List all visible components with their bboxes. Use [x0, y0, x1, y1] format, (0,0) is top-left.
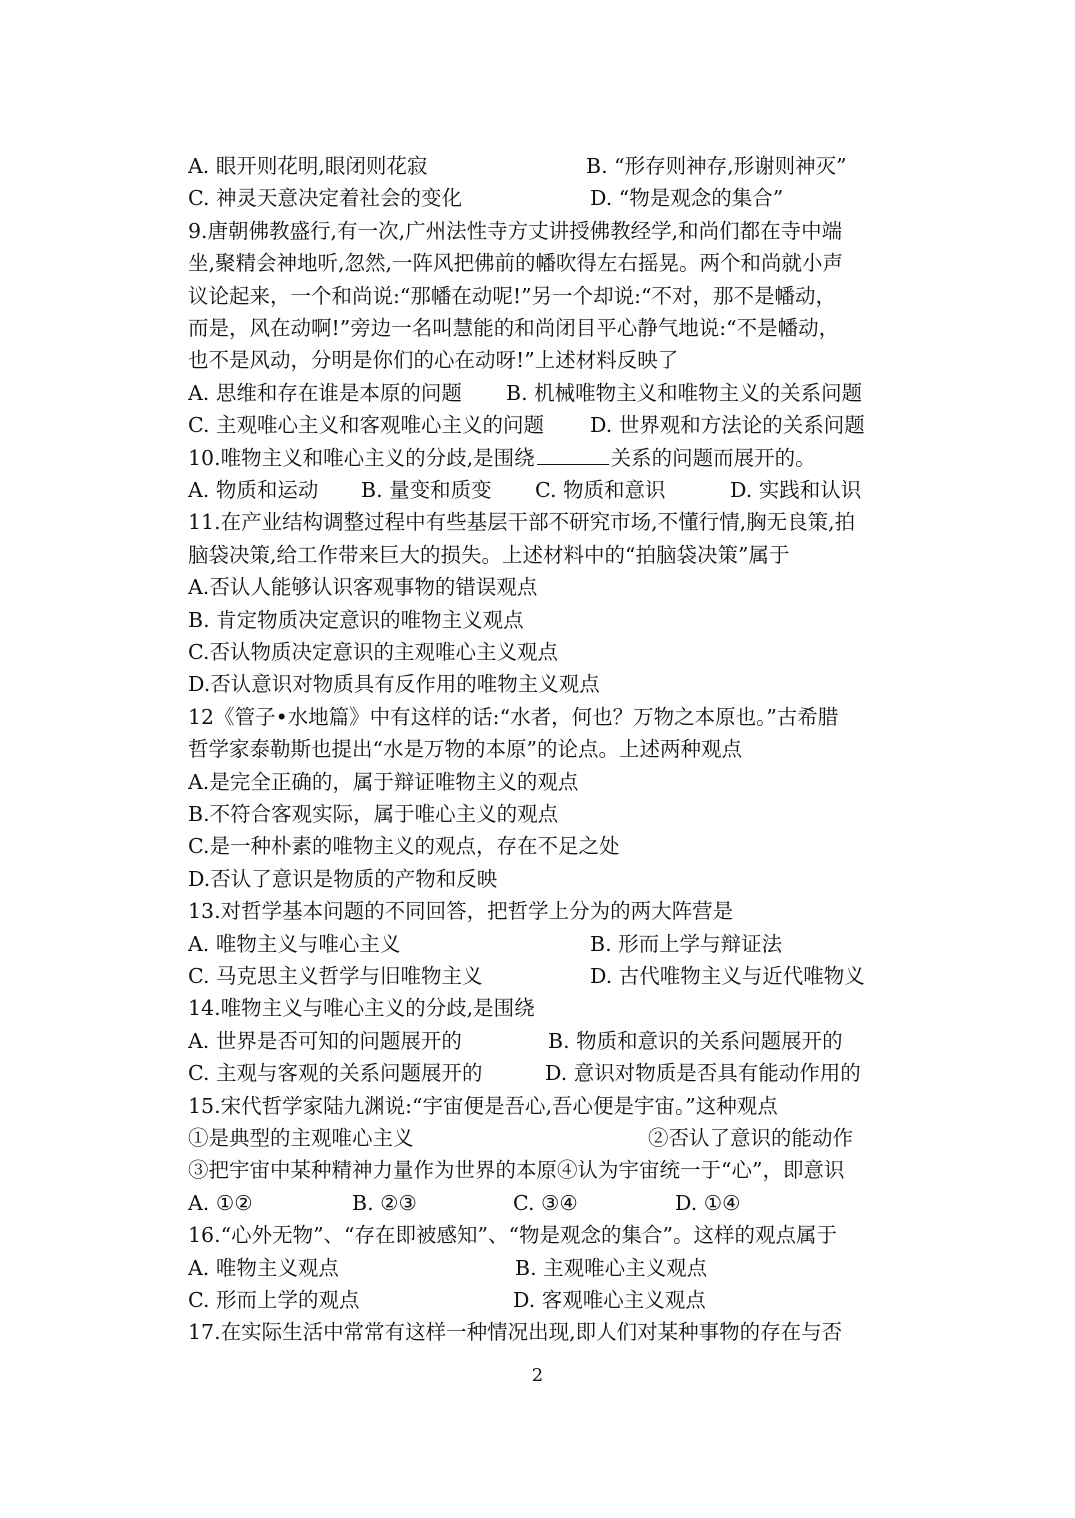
q15-statement-1: ①是典型的主观唯心主义 [188, 1126, 414, 1150]
q9-text: 坐,聚精会神地听,忽然,一阵风把佛前的幡吹得左右摇晃。两个和尚就小声 [188, 251, 844, 276]
q15-option-b: B. ②③ [352, 1190, 417, 1215]
q8-option-row-1 [188, 150, 908, 182]
q13-option-a: A. 唯物主义与唯心主义 [188, 931, 401, 956]
q8-option-a: A. 眼开则花明,眼闭则花寂 [188, 154, 428, 178]
q14-option-row-1 [188, 1025, 908, 1057]
q11-text: 脑袋决策,给工作带来巨大的损失。上述材料中的“拍脑袋决策”属于 [188, 542, 790, 567]
q13-stem [188, 895, 908, 927]
q14-option-row-2 [188, 1057, 908, 1089]
q11-text: 11.在产业结构调整过程中有些基层干部不研究市场,不懂行情,胸无良策,拍 [188, 510, 856, 535]
q17-text: 17.在实际生活中常常有这样一种情况出现,即人们对某种事物的存在与否 [188, 1320, 843, 1345]
q15-option-row [188, 1187, 908, 1219]
q9-text: 议论起来，一个和尚说:“那幡在动呢!”另一个却说:“不对，那不是幡动， [188, 283, 836, 308]
q9-text: 9.唐朝佛教盛行,有一次,广州法性寺方丈讲授佛教经学,和尚们都在寺中端 [188, 218, 843, 243]
q12-option-b-text: B.不符合客观实际，属于唯心主义的观点 [188, 802, 559, 826]
q14-option-d: D. 意识对物质是否具有能动作用的 [545, 1061, 861, 1086]
q16-text: 16.“心外无物”、“存在即被感知”、“物是观念的集合”。这样的观点属于 [188, 1223, 837, 1248]
q15-option-d: D. ①④ [675, 1190, 741, 1215]
q15-statements-row-1 [188, 1122, 908, 1154]
q15-option-a: A. ①② [188, 1190, 253, 1215]
q9-stem-line [188, 312, 908, 344]
q11-stem-line [188, 539, 908, 571]
q11-option-b [188, 604, 908, 636]
q8-option-d: D. “物是观念的集合” [590, 186, 784, 211]
q13-option-c: C. 马克思主义哲学与旧唯物主义 [188, 964, 483, 988]
q10-option-d: D. 实践和认识 [730, 478, 862, 502]
q12-option-b [188, 798, 908, 830]
q11-option-a-text: A.否认人能够认识客观事物的错误观点 [188, 575, 538, 600]
q14-option-c: C. 主观与客观的关系问题展开的 [188, 1061, 483, 1086]
q12-stem-line [188, 733, 908, 765]
q16-option-b: B. 主观唯心主义观点 [515, 1255, 708, 1280]
q15-statements-row-2 [188, 1154, 908, 1186]
q9-stem-line [188, 280, 908, 312]
q9-stem-line [188, 215, 908, 247]
q9-option-c: C. 主观唯心主义和客观唯心主义的问题 [188, 413, 544, 438]
q9-option-d: D. 世界观和方法论的关系问题 [590, 413, 865, 438]
q11-option-b-text: B. 肯定物质决定意识的唯物主义观点 [188, 607, 524, 632]
q9-option-row-1 [188, 377, 908, 409]
q9-stem-line [188, 247, 908, 279]
q10-stem-before: 10.唯物主义和唯心主义的分歧,是围绕 [188, 445, 535, 470]
q10-option-b: B. 量变和质变 [361, 478, 492, 502]
q15-statement-2: ②否认了意识的能动作 [648, 1126, 853, 1150]
q16-option-row-2 [188, 1284, 908, 1316]
q8-option-c: C. 神灵天意决定着社会的变化 [188, 186, 462, 211]
q13-option-b: B. 形而上学与辩证法 [590, 931, 783, 956]
q9-stem-line [188, 344, 908, 376]
q13-option-row-2 [188, 960, 908, 992]
q15-stem [188, 1090, 908, 1122]
q8-option-b: B. “形存则神存,形谢则神灭” [586, 154, 847, 178]
q10-option-c: C. 物质和意识 [535, 478, 666, 502]
q9-text: 也不是风动，分明是你们的心在动呀!”上述材料反映了 [188, 348, 679, 373]
q11-stem-line [188, 506, 908, 538]
q12-text: 哲学家泰勒斯也提出“水是万物的本原”的论点。上述两种观点 [188, 737, 742, 762]
q11-option-c [188, 636, 908, 668]
q15-text: 15.宋代哲学家陆九渊说:“宇宙便是吾心,吾心便是宇宙。”这种观点 [188, 1093, 778, 1118]
q16-stem [188, 1219, 908, 1251]
q11-option-d-text: D.否认意识对物质具有反作用的唯物主义观点 [188, 672, 600, 697]
q10-option-row [188, 474, 908, 506]
q11-option-c-text: C.否认物质决定意识的主观唯心主义观点 [188, 640, 558, 664]
q12-option-d-text: D.否认了意识是物质的产物和反映 [188, 866, 498, 891]
q12-option-c [188, 830, 908, 862]
q13-option-d: D. 古代唯物主义与近代唯物义 [590, 964, 865, 988]
q10-stem [188, 442, 908, 474]
q16-option-c: C. 形而上学的观点 [188, 1288, 360, 1312]
q15-option-c: C. ③④ [513, 1190, 578, 1215]
q16-option-d: D. 客观唯心主义观点 [513, 1288, 706, 1312]
q12-option-a [188, 766, 908, 798]
q10-option-a: A. 物质和运动 [188, 478, 319, 502]
q14-option-b: B. 物质和意识的关系问题展开的 [548, 1028, 843, 1053]
q13-option-row-1 [188, 928, 908, 960]
page-number: 2 [531, 1365, 544, 1386]
q16-option-row-1 [188, 1252, 908, 1284]
q12-option-d [188, 863, 908, 895]
q14-stem [188, 992, 908, 1024]
q12-option-c-text: C.是一种朴素的唯物主义的观点，存在不足之处 [188, 834, 620, 859]
q9-option-a: A. 思维和存在谁是本原的问题 [188, 380, 462, 405]
q14-option-a: A. 世界是否可知的问题展开的 [188, 1028, 462, 1053]
q12-text: 12《管子•水地篇》中有这样的话:“水者，何也？万物之本原也。”古希腊 [188, 704, 839, 729]
q15-statement-3-4: ③把宇宙中某种精神力量作为世界的本原④认为宇宙统一于“心”，即意识 [188, 1158, 845, 1183]
q17-stem [188, 1316, 908, 1348]
answer-blank [537, 442, 609, 465]
q11-option-d [188, 668, 908, 700]
q8-option-row-2 [188, 182, 908, 214]
q9-option-b: B. 机械唯物主义和唯物主义的关系问题 [506, 380, 863, 405]
q9-option-row-2 [188, 409, 908, 441]
q12-stem-line [188, 701, 908, 733]
q11-option-a [188, 571, 908, 603]
q10-stem-after: 关系的问题而展开的。 [610, 445, 816, 470]
q9-text: 而是，风在动啊!”旁边一名叫慧能的和尚闭目平心静气地说:“不是幡动， [188, 316, 840, 340]
q13-text: 13.对哲学基本问题的不同回答，把哲学上分为的两大阵营是 [188, 899, 734, 924]
q14-text: 14.唯物主义与唯心主义的分歧,是围绕 [188, 996, 535, 1021]
q16-option-a: A. 唯物主义观点 [188, 1255, 339, 1280]
q12-option-a-text: A.是完全正确的，属于辩证唯物主义的观点 [188, 769, 579, 794]
